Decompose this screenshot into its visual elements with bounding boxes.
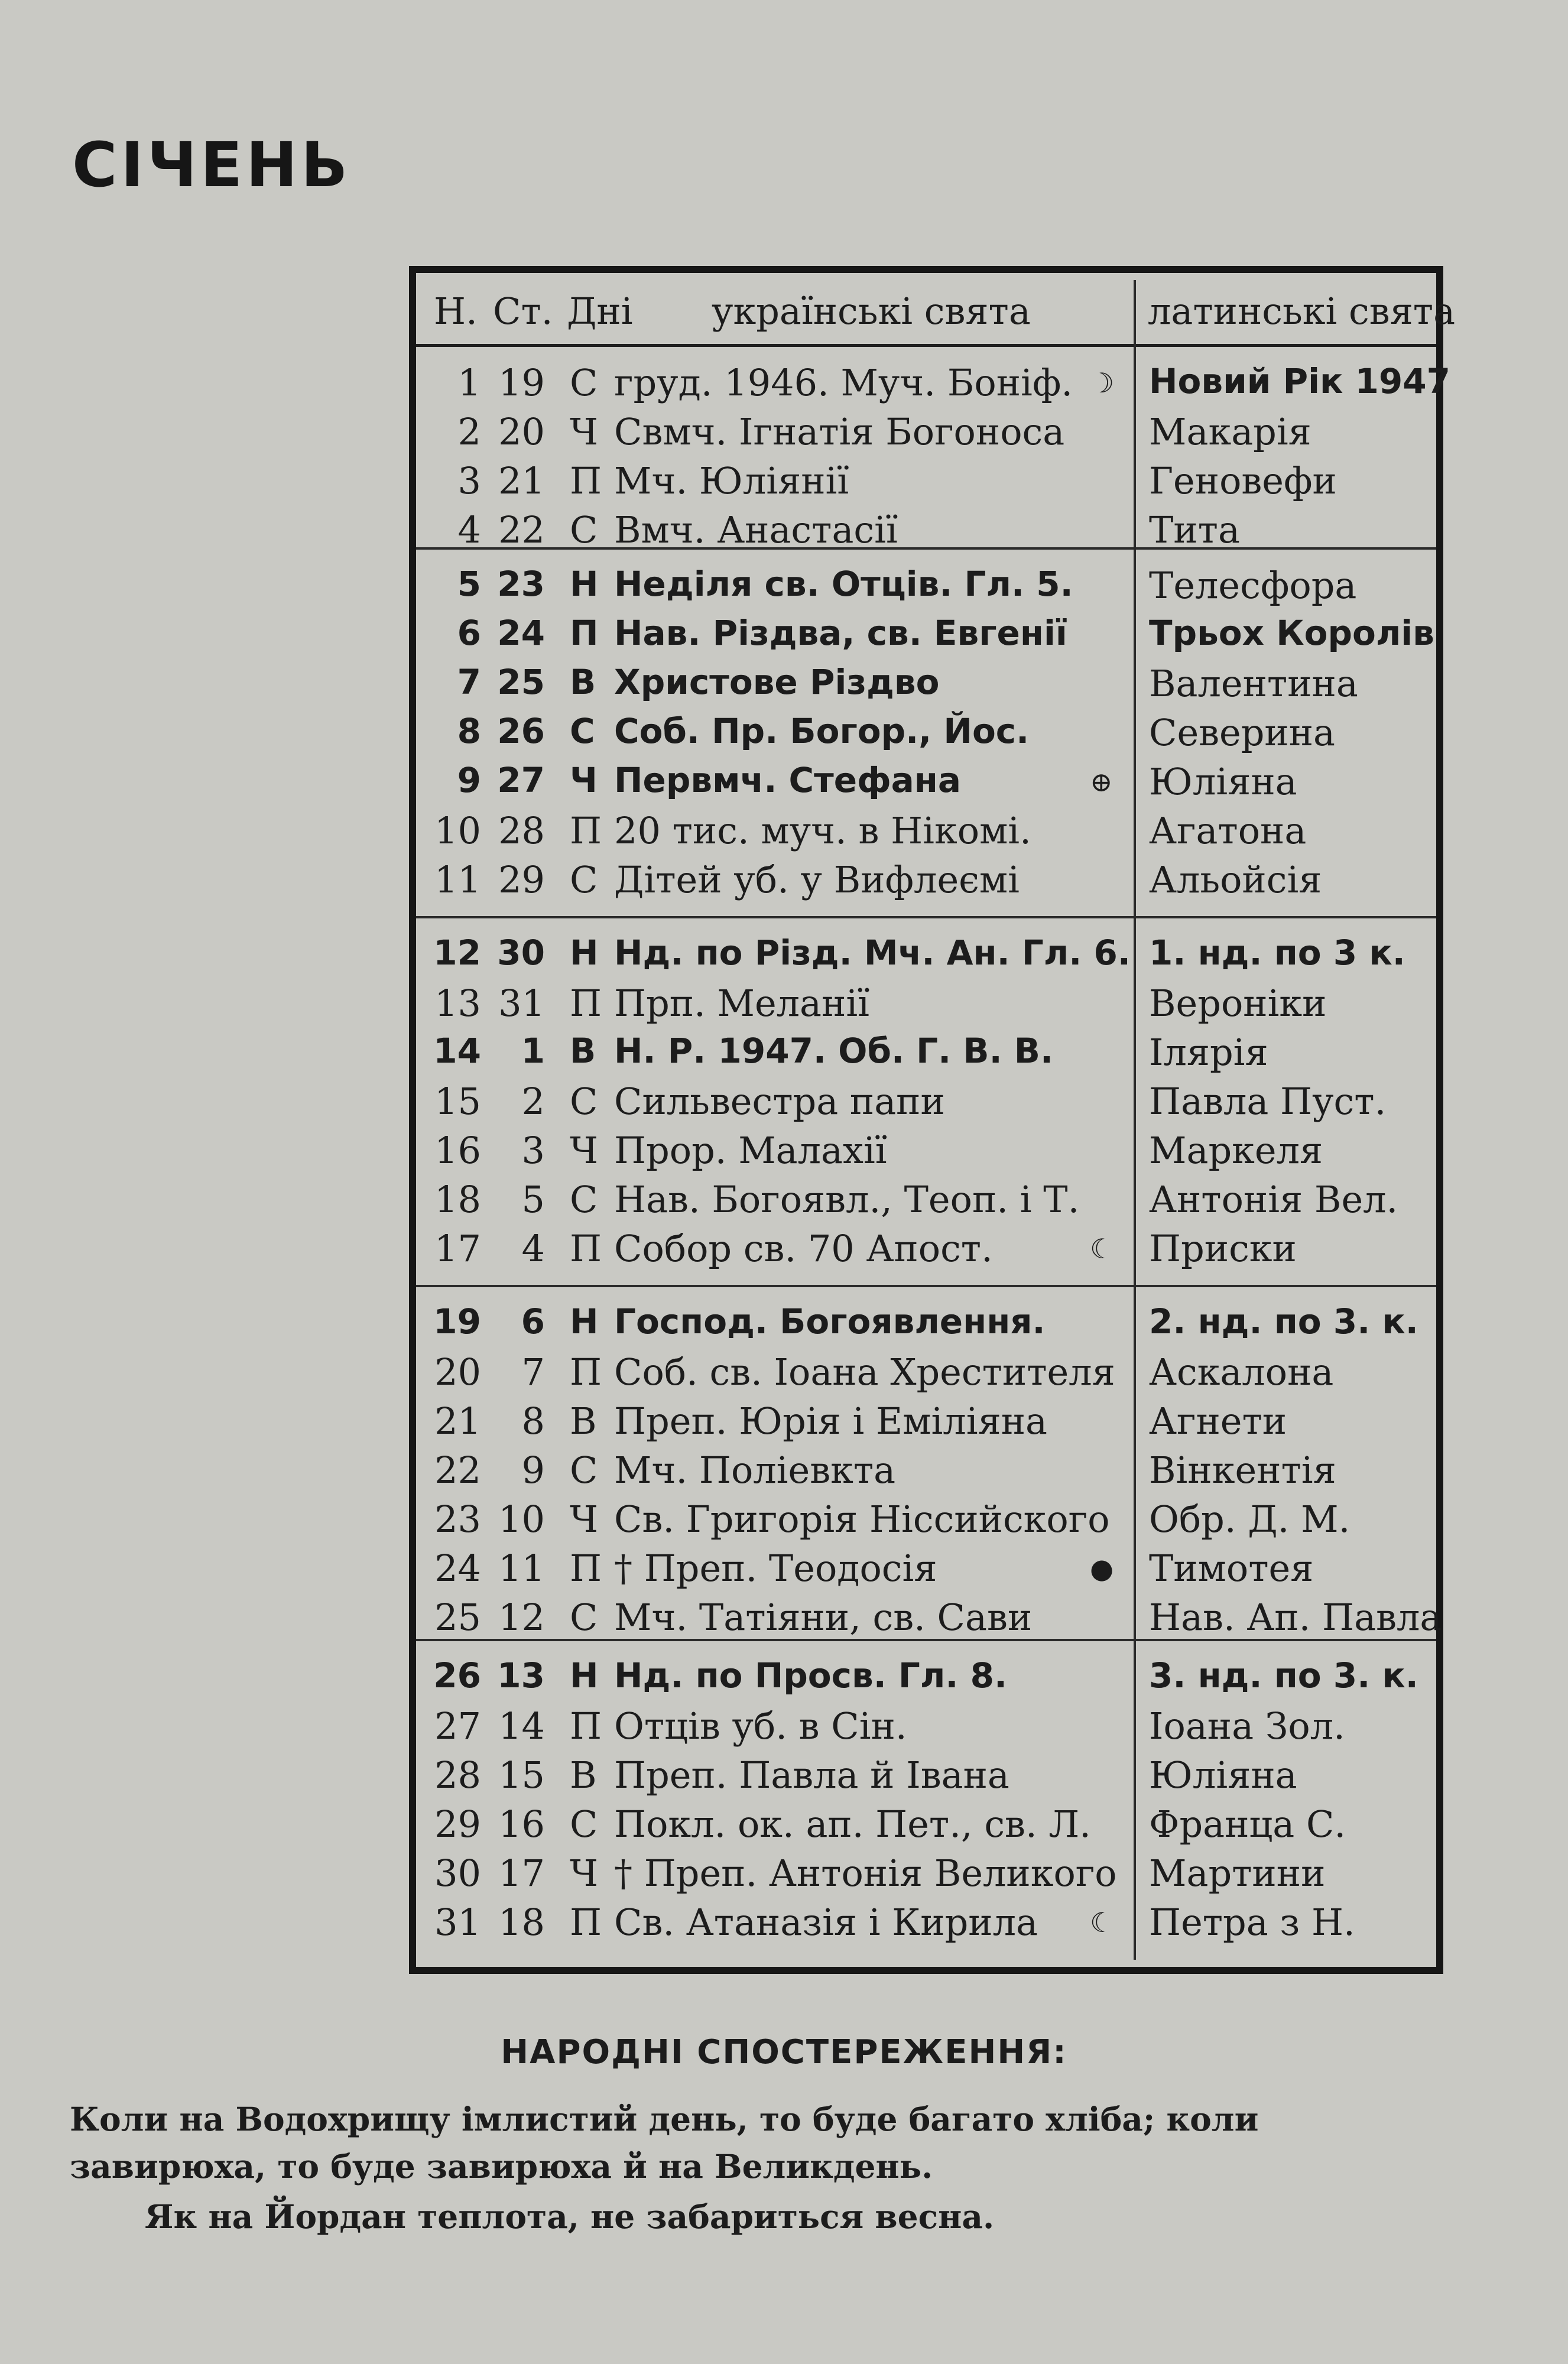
weekday: П — [570, 1547, 602, 1590]
weekday: П — [570, 1350, 602, 1394]
day-number-new: 30 — [434, 1852, 481, 1895]
ukrainian-feast: груд. 1946. Муч. Боніф. — [614, 361, 1073, 404]
day-number-new: 14 — [433, 1031, 481, 1071]
weekday: С — [570, 858, 598, 901]
weekday: Ч — [570, 410, 598, 453]
day-number-new: 8 — [457, 711, 481, 751]
week-block — [416, 918, 1436, 1287]
latin-feast: Альойсія — [1149, 858, 1322, 901]
day-row — [416, 1298, 1436, 1347]
day-number-old: 5 — [521, 1178, 545, 1221]
ukrainian-feast: Дітей уб. у Вифлеємі — [614, 858, 1020, 901]
day-number-new: 15 — [434, 1080, 481, 1123]
day-row — [416, 806, 1436, 855]
day-row — [416, 505, 1436, 554]
latin-feast: Вінкентія — [1149, 1449, 1336, 1492]
latin-feast: Ілярія — [1149, 1031, 1268, 1074]
weekday: Н — [570, 564, 599, 604]
latin-feast: Телесфора — [1149, 564, 1357, 607]
day-number-old: 16 — [498, 1803, 545, 1846]
latin-feast: Франца С. — [1149, 1803, 1346, 1846]
day-number-old: 1 — [521, 1031, 545, 1071]
ukrainian-feast: Преп. Павла й Івана — [614, 1753, 1009, 1797]
latin-feast: Тита — [1149, 508, 1240, 551]
header-n: Н. — [434, 290, 478, 333]
week-block — [416, 1287, 1442, 1641]
week-block — [416, 1641, 1436, 1960]
latin-feast: Вероніки — [1149, 982, 1327, 1025]
ukrainian-feast: Мч. Поліевкта — [614, 1449, 896, 1492]
weekday: П — [570, 1901, 602, 1944]
day-number-old: 3 — [521, 1129, 545, 1172]
weekday: С — [570, 1449, 598, 1492]
ukrainian-feast: Св. Григорія Ніссийского — [614, 1498, 1110, 1541]
moon-phase-icon: ☽ — [1090, 367, 1115, 399]
day-number-new: 2 — [457, 410, 481, 453]
ukrainian-feast: Соб. Пр. Богор., Йос. — [614, 711, 1030, 751]
observations-line-3: Як на Йордан теплота, не забариться весна. — [145, 2197, 995, 2236]
ukrainian-feast: Отців уб. в Сін. — [614, 1704, 907, 1748]
latin-feast: Петра з Н. — [1149, 1901, 1355, 1944]
day-row — [416, 1848, 1436, 1897]
header-ua: українські свята — [712, 290, 1031, 333]
moon-phase-icon: ☾ — [1090, 1907, 1115, 1938]
weekday: П — [570, 809, 602, 852]
latin-feast: Нав. Ап. Павла — [1149, 1596, 1442, 1639]
latin-feast: Павла Пуст. — [1149, 1080, 1387, 1123]
day-number-new: 26 — [433, 1655, 481, 1696]
latin-feast: Антонія Вел. — [1149, 1178, 1398, 1221]
day-number-old: 9 — [521, 1449, 545, 1492]
ukrainian-feast: Собор св. 70 Апост. — [614, 1227, 993, 1270]
day-row — [416, 1223, 1436, 1272]
moon-phase-icon: ⊕ — [1090, 766, 1113, 798]
ukrainian-feast: Преп. Юрія і Еміліяна — [614, 1399, 1047, 1443]
latin-feast: Северина — [1149, 711, 1336, 754]
day-number-new: 12 — [433, 933, 481, 973]
latin-feast: Мартини — [1149, 1852, 1326, 1895]
latin-feast: Геновефи — [1149, 459, 1337, 502]
weekday: В — [570, 1031, 596, 1071]
latin-feast: Іоана Зол. — [1149, 1704, 1345, 1748]
ukrainian-feast: Нд. по Просв. Гл. 8. — [614, 1655, 1007, 1696]
latin-feast: 2. нд. по 3. к. — [1149, 1301, 1418, 1342]
header-lat: латинські свята — [1148, 290, 1456, 333]
weekday: С — [570, 1178, 598, 1221]
day-number-new: 20 — [434, 1350, 481, 1394]
latin-feast: Агнети — [1149, 1399, 1287, 1443]
day-number-old: 10 — [498, 1498, 545, 1541]
weekday: В — [570, 1399, 597, 1443]
day-number-old: 31 — [498, 982, 545, 1025]
day-row — [416, 560, 1436, 609]
day-number-new: 6 — [457, 613, 481, 653]
latin-feast: Трьох Королів — [1149, 613, 1434, 653]
weekday: С — [570, 711, 595, 751]
day-row — [416, 1897, 1436, 1946]
day-row — [416, 407, 1436, 456]
latin-feast: 3. нд. по 3. к. — [1149, 1655, 1418, 1696]
day-row — [416, 855, 1436, 904]
latin-feast: Юліяна — [1149, 760, 1297, 803]
day-number-new: 29 — [434, 1803, 481, 1846]
day-row — [416, 1592, 1442, 1641]
ukrainian-feast: Нав. Різдва, св. Евгенії — [614, 613, 1067, 653]
calendar-table — [409, 266, 1456, 1974]
latin-feast: Макарія — [1149, 410, 1311, 453]
ukrainian-feast: † Преп. Теодосія — [614, 1547, 937, 1590]
moon-phase-icon: ☾ — [1090, 1233, 1115, 1265]
week-block — [416, 550, 1436, 918]
latin-feast: Аскалона — [1149, 1350, 1334, 1394]
day-number-old: 23 — [497, 564, 545, 604]
day-number-old: 14 — [498, 1704, 545, 1748]
ukrainian-feast: Соб. св. Іоана Хрестителя — [614, 1350, 1115, 1394]
day-number-old: 12 — [498, 1596, 545, 1639]
ukrainian-feast: Св. Атаназія і Кирила — [614, 1901, 1038, 1944]
week-block — [416, 347, 1450, 551]
weekday: Ч — [570, 1852, 598, 1895]
day-number-new: 17 — [434, 1227, 481, 1270]
day-row — [416, 1445, 1436, 1494]
day-number-old: 13 — [497, 1655, 545, 1696]
day-row — [416, 929, 1436, 978]
day-row — [416, 1125, 1436, 1174]
latin-feast: Агатона — [1149, 809, 1307, 852]
header-days: Дні — [567, 290, 633, 333]
ukrainian-feast: † Преп. Антонія Великого — [614, 1852, 1117, 1895]
ukrainian-feast: Прп. Меланії — [614, 982, 870, 1025]
ukrainian-feast: Первмч. Стефана — [614, 760, 961, 800]
day-number-new: 31 — [434, 1901, 481, 1944]
day-number-new: 28 — [434, 1753, 481, 1797]
ukrainian-feast: Мч. Татіяни, св. Сави — [614, 1596, 1033, 1639]
ukrainian-feast: Мч. Юліянії — [614, 459, 849, 502]
day-number-new: 10 — [434, 809, 481, 852]
day-number-old: 28 — [498, 809, 545, 852]
day-row — [416, 1347, 1436, 1396]
day-row — [416, 1652, 1436, 1701]
day-row — [416, 978, 1436, 1027]
day-number-new: 11 — [434, 858, 481, 901]
observations-title: НАРОДНІ СПОСТЕРЕЖЕННЯ: — [501, 2033, 1067, 2071]
day-number-old: 7 — [521, 1350, 545, 1394]
day-row — [416, 658, 1436, 707]
day-number-new: 9 — [457, 760, 481, 800]
day-row — [416, 1076, 1436, 1125]
day-number-new: 16 — [434, 1129, 481, 1172]
ukrainian-feast: Господ. Богоявлення. — [614, 1301, 1046, 1342]
day-number-new: 5 — [457, 564, 481, 604]
day-number-new: 18 — [434, 1178, 481, 1221]
weekday: П — [570, 613, 599, 653]
day-number-new: 4 — [457, 508, 481, 551]
day-number-new: 23 — [434, 1498, 481, 1541]
weekday: С — [570, 1080, 598, 1123]
latin-feast: Маркеля — [1149, 1129, 1323, 1172]
observations-line-2: завирюха, то буде завирюха й на Великдень. — [70, 2147, 933, 2186]
ukrainian-feast: Прор. Малахії — [614, 1129, 887, 1172]
day-row — [416, 1701, 1436, 1750]
day-number-new: 21 — [434, 1399, 481, 1443]
day-row — [416, 1799, 1436, 1848]
day-row — [416, 1396, 1436, 1445]
day-number-old: 19 — [498, 361, 545, 404]
latin-feast: Юліяна — [1149, 1753, 1297, 1797]
weekday: Ч — [570, 1129, 598, 1172]
table-header — [416, 273, 1456, 347]
day-number-new: 1 — [457, 361, 481, 404]
weekday: П — [570, 459, 602, 502]
ukrainian-feast: Нав. Богоявл., Теоп. і Т. — [614, 1178, 1080, 1221]
weekday: В — [570, 1753, 597, 1797]
day-row — [416, 756, 1436, 806]
day-number-old: 20 — [498, 410, 545, 453]
day-number-old: 27 — [497, 760, 545, 800]
day-number-new: 13 — [434, 982, 481, 1025]
observations-line-1: Коли на Водохрищу імлистий день, то буде багато хліба; коли — [70, 2100, 1259, 2138]
day-number-new: 27 — [434, 1704, 481, 1748]
day-row — [416, 609, 1436, 658]
day-number-old: 8 — [521, 1399, 545, 1443]
day-number-new: 24 — [434, 1547, 481, 1590]
latin-feast: Тимотея — [1149, 1547, 1314, 1590]
weekday: П — [570, 982, 602, 1025]
day-number-old: 21 — [498, 459, 545, 502]
header-st: Ст. — [493, 290, 553, 333]
day-row — [416, 358, 1450, 407]
day-row — [416, 1750, 1436, 1799]
day-row — [416, 1027, 1436, 1076]
day-number-old: 25 — [497, 662, 545, 702]
weekday: С — [570, 1596, 598, 1639]
weekday: В — [570, 662, 596, 702]
day-number-old: 22 — [498, 508, 545, 551]
weekday: П — [570, 1227, 602, 1270]
latin-feast: Новий Рік 1947 — [1149, 361, 1450, 401]
latin-feast: 1. нд. по 3 к. — [1149, 933, 1405, 973]
ukrainian-feast: Нд. по Різд. Мч. Ан. Гл. 6. — [614, 933, 1131, 973]
page-title: СІЧЕНЬ — [72, 129, 352, 201]
ukrainian-feast: 20 тис. муч. в Нікомі. — [614, 809, 1031, 852]
ukrainian-feast: Н. Р. 1947. Об. Г. В. В. — [614, 1031, 1054, 1071]
ukrainian-feast: Сильвестра папи — [614, 1080, 945, 1123]
weekday: Ч — [570, 760, 598, 800]
day-number-new: 7 — [457, 662, 481, 702]
day-row — [416, 456, 1436, 505]
latin-feast: Обр. Д. М. — [1149, 1498, 1351, 1541]
day-number-old: 4 — [521, 1227, 545, 1270]
day-number-old: 2 — [521, 1080, 545, 1123]
day-number-old: 17 — [498, 1852, 545, 1895]
day-number-old: 24 — [497, 613, 545, 653]
day-number-old: 15 — [498, 1753, 545, 1797]
day-row — [416, 1494, 1436, 1543]
ukrainian-feast: Свмч. Ігнатія Богоноса — [614, 410, 1065, 453]
day-row — [416, 1543, 1436, 1592]
ukrainian-feast: Христове Різдво — [614, 662, 940, 702]
day-number-new: 22 — [434, 1449, 481, 1492]
day-number-old: 18 — [498, 1901, 545, 1944]
weekday: С — [570, 508, 598, 551]
day-number-old: 26 — [497, 711, 545, 751]
weekday: П — [570, 1704, 602, 1748]
latin-feast: Приски — [1149, 1227, 1297, 1270]
ukrainian-feast: Неділя св. Отців. Гл. 5. — [614, 564, 1073, 604]
day-number-old: 29 — [498, 858, 545, 901]
weekday: Ч — [570, 1498, 598, 1541]
latin-feast: Валентина — [1149, 662, 1358, 705]
day-number-new: 19 — [433, 1301, 481, 1342]
weekday: С — [570, 361, 598, 404]
day-row — [416, 1174, 1436, 1223]
day-row — [416, 707, 1436, 756]
weekday: С — [570, 1803, 598, 1846]
weekday: Н — [570, 933, 599, 973]
weekday: Н — [570, 1301, 599, 1342]
ukrainian-feast: Вмч. Анастасії — [614, 508, 898, 551]
day-number-new: 25 — [434, 1596, 481, 1639]
moon-phase-icon: ● — [1090, 1553, 1114, 1584]
day-number-old: 6 — [521, 1301, 545, 1342]
day-number-new: 3 — [457, 459, 481, 502]
day-number-old: 30 — [497, 933, 545, 973]
ukrainian-feast: Покл. ок. ап. Пет., св. Л. — [614, 1803, 1091, 1846]
weekday: Н — [570, 1655, 599, 1696]
day-number-old: 11 — [498, 1547, 545, 1590]
